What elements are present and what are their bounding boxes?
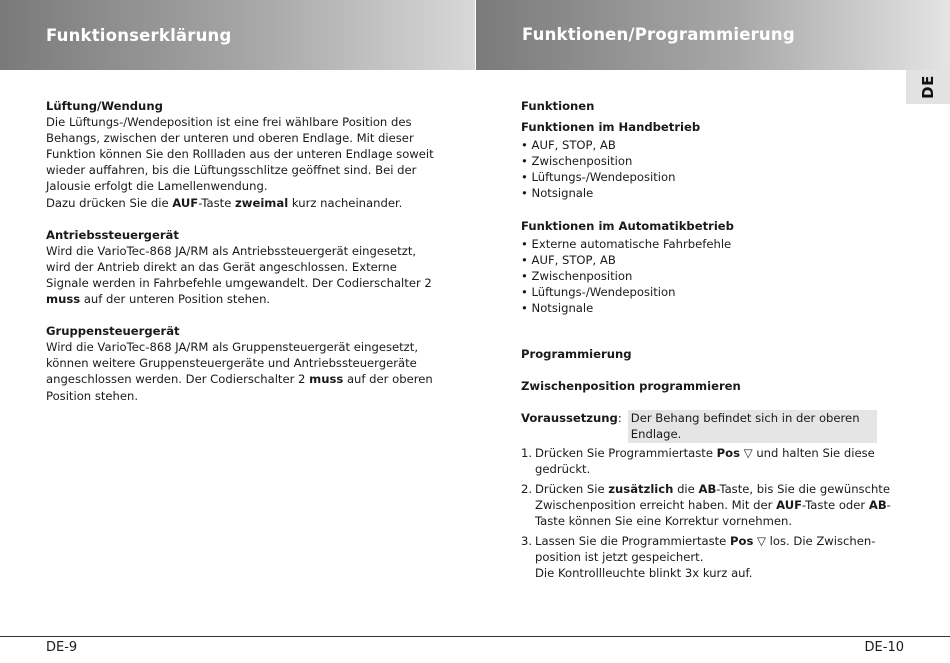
footer-divider (0, 636, 950, 637)
step-item: 2. Drücken Sie zusätzlich die AB-Taste, bis Sie die gewünschte Zwischenposition erreicht haben. Mit der AUF-Taste oder AB-Taste können Sie eine Korrektur vornehmen. (521, 481, 891, 528)
functions-title: Funktionen (521, 99, 595, 113)
right-header-bar (476, 0, 950, 70)
list-item: • Zwischenposition (521, 154, 633, 169)
auto-functions-title: Funktionen im Automatikbetrieb (521, 218, 734, 233)
list-item: • Lüftungs-/Wendeposition (521, 284, 676, 299)
list-item: • Externe automatische Fahrbefehle (521, 236, 732, 251)
list-item: • Lüftungs-/Wendeposition (521, 170, 676, 185)
programming-steps (521, 445, 901, 582)
programming-subtitle: Zwischenposition programmieren (521, 379, 741, 394)
list-item: • Zwischenposition (521, 268, 633, 283)
manual-functions-title: Funktionen im Handbetrieb (521, 120, 701, 135)
left-header-title: Funktionserklärung (46, 26, 232, 45)
list-item: • Notsignale (521, 186, 594, 201)
section-text-gruppe: Wird die VarioTec-868 JA/RM als Gruppensteuergerät eingesetzt, können weitere Gruppensteuergeräte und Antriebssteuergeräte angeschlossen werden. Der Codierschalter 2 muss auf der oberen Position stehen. (46, 340, 433, 403)
list-item: • AUF, STOP, AB (521, 252, 616, 267)
page-number-right: DE-10 (864, 640, 904, 655)
prerequisite: Voraussetzung : Der Behang befindet sich in der oberen Endlage. (521, 410, 901, 442)
section-title-lueftung: Lüftung/Wendung (46, 99, 163, 113)
list-item: • Notsignale (521, 301, 594, 316)
section-text-lueftung: Die Lüftungs-/Wendeposition ist eine frei wählbare Position des Behangs, zwischen der unteren und oberen Endlage. Mit dieser Funktion können Sie den Rollladen aus der unteren Endlage soweit wieder auffahren, bis die Lüftungsschlitze geöffnet sind. Bei der Jalousie erfolgt die Lamellenwendung. Dazu drücken Sie die AUF-Taste zweimal kurz nacheinander. (46, 115, 434, 210)
page-number-left: DE-9 (46, 640, 78, 655)
right-column (521, 98, 901, 585)
left-header-bar (0, 0, 475, 70)
auto-functions-list (521, 236, 901, 316)
prerequisite-text: Der Behang befindet sich in der oberen Endlage. (628, 410, 877, 442)
list-item: • AUF, STOP, AB (521, 138, 616, 153)
step-item: 1. Drücken Sie Programmiertaste Pos ▽ und halten Sie diese gedrückt. (521, 445, 875, 476)
section-title-gruppe: Gruppensteuergerät (46, 324, 180, 339)
left-column (46, 98, 441, 404)
right-header-title: Funktionen/Programmierung (522, 25, 795, 44)
programming-title: Programmierung (521, 347, 632, 362)
section-title-antrieb: Antriebssteuergerät (46, 227, 179, 242)
section-text-antrieb: Wird die VarioTec-868 JA/RM als Antriebssteuergerät eingesetzt, wird der Antrieb direkt an das Gerät angeschlossen. Externe Signale werden in Fahrbefehle umgewandelt. Der Codierschalter 2 muss auf der unteren Position stehen. (46, 243, 432, 307)
prerequisite-label: Voraussetzung (521, 411, 618, 426)
manual-functions-list (521, 137, 901, 201)
language-tab-label: DE (918, 75, 937, 99)
step-item: 3. Lassen Sie die Programmiertaste Pos ▽ los. Die Zwischenposition ist jetzt gespeichert. Die Kontrollleuchte blinkt 3x kurz auf. (521, 533, 876, 581)
language-tab (906, 70, 950, 104)
